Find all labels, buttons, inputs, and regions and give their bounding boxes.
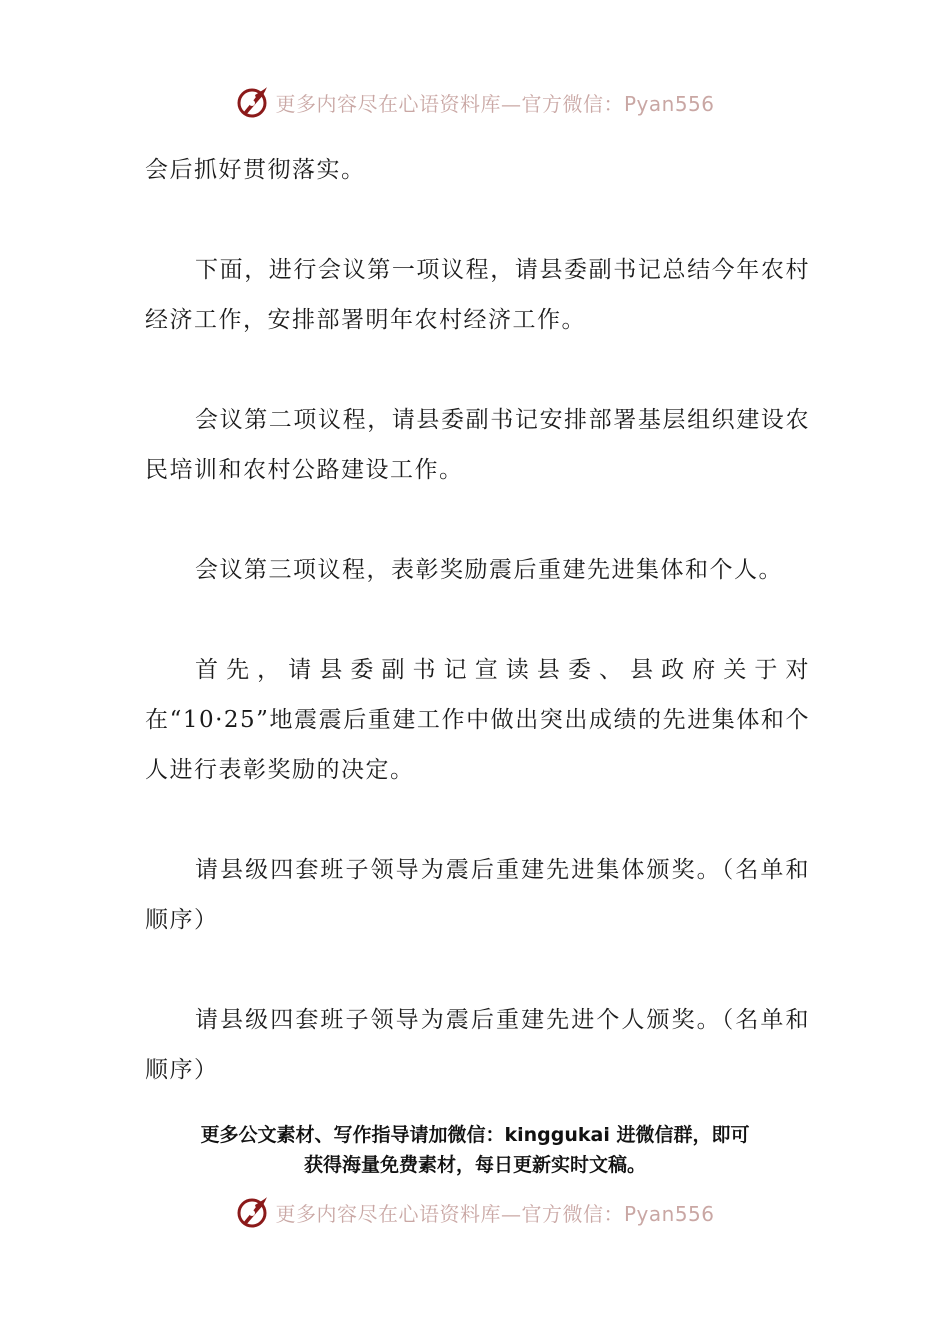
paragraph-5: 首先，请县委副书记宣读县委、县政府关于对在“10·25”地震震后重建工作中做出突出成绩的先进集体和个人进行表彰奖励的决定。: [145, 657, 810, 783]
promo-line-2: 获得海量免费素材，每日更新实时文稿。: [303, 1154, 646, 1176]
header-banner-inner: [235, 85, 714, 119]
paragraph-2: 下面，进行会议第一项议程，请县委副书记总结今年农村经济工作，安排部署明年农村经济工作。: [145, 257, 810, 333]
quill-pen-logo-icon: [235, 85, 269, 119]
footer-banner-inner: [235, 1195, 714, 1229]
paragraph-3: 会议第二项议程，请县委副书记安排部署基层组织建设农民培训和农村公路建设工作。: [145, 407, 810, 483]
quill-pen-logo-icon: [235, 1195, 269, 1229]
footer-banner-text: 更多内容尽在心语资料库—官方微信：Pyan556: [275, 1201, 715, 1226]
paragraph-1: 会后抓好贯彻落实。: [145, 157, 366, 183]
promo-notice: [0, 1120, 950, 1180]
paragraph-4: 会议第三项议程，表彰奖励震后重建先进集体和个人。: [195, 557, 783, 583]
promo-line-1: 更多公文素材、写作指导请加微信：kinggukai 进微信群，即可: [200, 1124, 750, 1146]
paragraph-7: 请县级四套班子领导为震后重建先进个人颁奖。（名单和顺序）: [145, 1007, 810, 1083]
paragraph-6: 请县级四套班子领导为震后重建先进集体颁奖。（名单和顺序）: [145, 857, 810, 933]
header-banner-text: 更多内容尽在心语资料库—官方微信：Pyan556: [275, 91, 715, 116]
page-footer-banner: [0, 1192, 950, 1232]
document-body: [145, 145, 810, 1095]
page-header-banner: [0, 82, 950, 122]
